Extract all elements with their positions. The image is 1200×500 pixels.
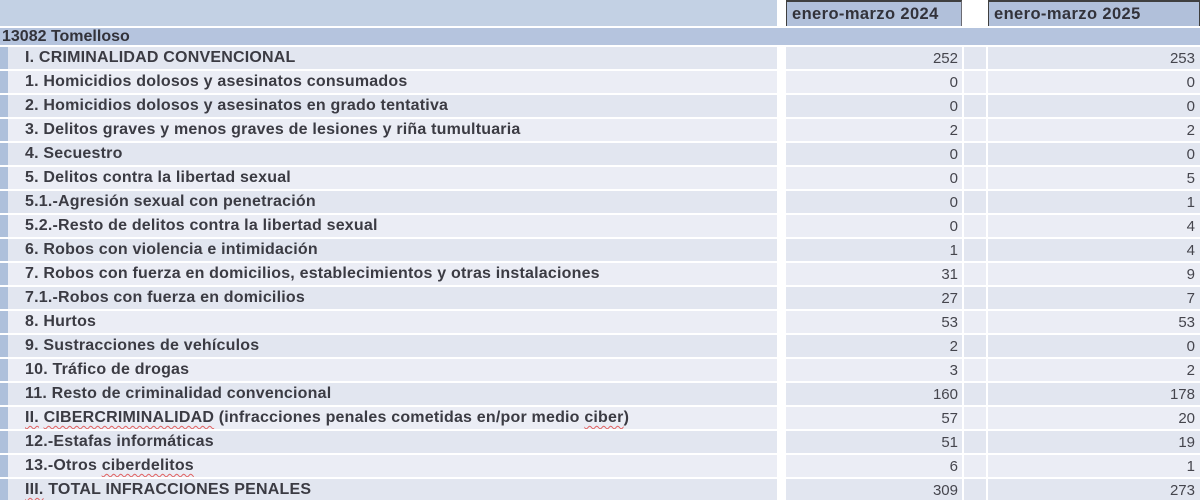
column-gutter bbox=[777, 191, 786, 213]
misspelled-text: ciberdelitos bbox=[101, 457, 194, 474]
row-label-cell[interactable] bbox=[8, 215, 777, 237]
value-cell-2024[interactable]: 51 bbox=[786, 431, 962, 453]
value-cell-2025[interactable]: 273 bbox=[988, 479, 1200, 500]
table-row bbox=[0, 47, 1200, 69]
value-cell-2024[interactable]: 160 bbox=[786, 383, 962, 405]
column-gutter bbox=[962, 95, 988, 117]
column-gutter bbox=[962, 239, 988, 261]
table-row bbox=[0, 311, 1200, 333]
column-gutter bbox=[777, 455, 786, 477]
row-label-cell[interactable] bbox=[8, 311, 777, 333]
column-gutter bbox=[962, 71, 988, 93]
table-row bbox=[0, 383, 1200, 405]
column-gutter bbox=[777, 143, 786, 165]
column-gutter bbox=[962, 407, 988, 429]
table-row bbox=[0, 263, 1200, 285]
row-left-strip bbox=[0, 95, 8, 117]
column-gutter bbox=[777, 0, 786, 26]
column-gutter bbox=[962, 359, 988, 381]
value-cell-2024[interactable]: 0 bbox=[786, 215, 962, 237]
table-row bbox=[0, 167, 1200, 189]
column-gutter bbox=[962, 479, 988, 500]
column-gutter bbox=[777, 119, 786, 141]
column-gutter bbox=[777, 311, 786, 333]
misspelled-text: CIBERCRIMINALIDAD bbox=[43, 409, 215, 426]
row-left-strip bbox=[0, 263, 8, 285]
value-cell-2025[interactable]: 4 bbox=[988, 215, 1200, 237]
table-row bbox=[0, 455, 1200, 477]
row-left-strip bbox=[0, 71, 8, 93]
column-gutter bbox=[777, 215, 786, 237]
row-label-cell[interactable] bbox=[8, 359, 777, 381]
table-row bbox=[0, 359, 1200, 381]
label-text: 1. Homicidios dolosos y asesinatos consumados bbox=[25, 73, 408, 90]
label-text: 8. Hurtos bbox=[25, 313, 97, 330]
column-gutter bbox=[777, 383, 786, 405]
value-cell-2025[interactable]: 178 bbox=[988, 383, 1200, 405]
corner-empty-cell[interactable] bbox=[0, 0, 777, 26]
value-cell-2025[interactable]: 253 bbox=[988, 47, 1200, 69]
label-text: 5.1.-Agresión sexual con penetración bbox=[25, 193, 316, 210]
value-cell-2025[interactable]: 9 bbox=[988, 263, 1200, 285]
column-gutter bbox=[962, 287, 988, 309]
table-row bbox=[0, 431, 1200, 453]
value-cell-2025[interactable]: 53 bbox=[988, 311, 1200, 333]
label-text: 6. Robos con violencia e intimidación bbox=[25, 241, 318, 258]
row-left-strip bbox=[0, 407, 8, 429]
row-label-cell[interactable] bbox=[8, 167, 777, 189]
value-cell-2024[interactable]: 3 bbox=[786, 359, 962, 381]
label-text: 11. Resto de criminalidad convencional bbox=[25, 385, 332, 402]
table-row bbox=[0, 479, 1200, 500]
column-gutter bbox=[777, 287, 786, 309]
value-cell-2024[interactable]: 309 bbox=[786, 479, 962, 500]
table-row bbox=[0, 95, 1200, 117]
column-gutter bbox=[962, 455, 988, 477]
table-row bbox=[0, 215, 1200, 237]
column-gutter bbox=[777, 263, 786, 285]
column-gutter bbox=[962, 0, 988, 26]
column-gutter bbox=[777, 431, 786, 453]
value-cell-2025[interactable]: 1 bbox=[988, 191, 1200, 213]
table-row bbox=[0, 143, 1200, 165]
column-gutter bbox=[962, 47, 988, 69]
table-row bbox=[0, 407, 1200, 429]
value-cell-2025[interactable]: 4 bbox=[988, 239, 1200, 261]
column-gutter bbox=[962, 311, 988, 333]
table-row bbox=[0, 71, 1200, 93]
column-gutter bbox=[777, 71, 786, 93]
label-text: 13.-Otros bbox=[25, 457, 102, 474]
label-text: 3. Delitos graves y menos graves de lesiones y riña tumultuaria bbox=[25, 121, 521, 138]
row-label-cell[interactable] bbox=[8, 71, 777, 93]
value-cell-2024[interactable]: 27 bbox=[786, 287, 962, 309]
row-left-strip bbox=[0, 287, 8, 309]
row-left-strip bbox=[0, 455, 8, 477]
value-cell-2025[interactable]: 1 bbox=[988, 455, 1200, 477]
column-gutter bbox=[777, 335, 786, 357]
table-row bbox=[0, 239, 1200, 261]
row-label-cell[interactable] bbox=[8, 335, 777, 357]
row-left-strip bbox=[0, 215, 8, 237]
label-text: 10. Tráfico de drogas bbox=[25, 361, 190, 378]
column-header-2025[interactable]: enero-marzo 2025 bbox=[988, 0, 1200, 26]
label-text: 9. Sustracciones de vehículos bbox=[25, 337, 260, 354]
row-label-cell[interactable] bbox=[8, 407, 777, 429]
column-header-2024[interactable]: enero-marzo 2024 bbox=[786, 0, 962, 26]
column-header-row bbox=[0, 0, 1200, 26]
row-left-strip bbox=[0, 431, 8, 453]
row-label-cell[interactable] bbox=[8, 455, 777, 477]
row-label-cell[interactable] bbox=[8, 431, 777, 453]
misspelled-text: ciber bbox=[584, 409, 624, 426]
row-label-cell[interactable] bbox=[8, 263, 777, 285]
row-label-cell[interactable] bbox=[8, 479, 777, 500]
column-gutter bbox=[777, 479, 786, 500]
municipality-label: 13082 Tomelloso bbox=[2, 27, 130, 45]
value-cell-2024[interactable]: 31 bbox=[786, 263, 962, 285]
value-cell-2024[interactable]: 2 bbox=[786, 119, 962, 141]
column-gutter bbox=[962, 119, 988, 141]
column-gutter bbox=[777, 167, 786, 189]
label-text: 5.2.-Resto de delitos contra la libertad sexual bbox=[25, 217, 378, 234]
column-gutter bbox=[962, 431, 988, 453]
row-label-cell[interactable] bbox=[8, 47, 777, 69]
value-cell-2025[interactable]: 19 bbox=[988, 431, 1200, 453]
value-cell-2024[interactable]: 6 bbox=[786, 455, 962, 477]
label-text: 12.-Estafas informáticas bbox=[25, 433, 214, 450]
row-label-cell[interactable] bbox=[8, 191, 777, 213]
label-text: ) bbox=[623, 409, 630, 426]
row-left-strip bbox=[0, 359, 8, 381]
column-gutter bbox=[777, 359, 786, 381]
row-label-cell[interactable] bbox=[8, 95, 777, 117]
row-left-strip bbox=[0, 191, 8, 213]
column-gutter bbox=[962, 335, 988, 357]
value-cell-2025[interactable]: 5 bbox=[988, 167, 1200, 189]
row-label-cell[interactable] bbox=[8, 287, 777, 309]
misspelled-text: III. bbox=[25, 481, 44, 498]
label-text: 5. Delitos contra la libertad sexual bbox=[25, 169, 291, 186]
table-row bbox=[0, 119, 1200, 141]
value-cell-2024[interactable]: 0 bbox=[786, 167, 962, 189]
column-gutter bbox=[962, 215, 988, 237]
column-gutter bbox=[777, 407, 786, 429]
table-row bbox=[0, 287, 1200, 309]
value-cell-2024[interactable]: 1 bbox=[786, 239, 962, 261]
row-left-strip bbox=[0, 383, 8, 405]
row-label-cell[interactable] bbox=[8, 383, 777, 405]
column-gutter bbox=[962, 263, 988, 285]
column-gutter bbox=[962, 143, 988, 165]
table-body bbox=[0, 47, 1200, 500]
table-row bbox=[0, 191, 1200, 213]
row-left-strip bbox=[0, 167, 8, 189]
value-cell-2025[interactable]: 7 bbox=[988, 287, 1200, 309]
value-cell-2024[interactable]: 53 bbox=[786, 311, 962, 333]
row-left-strip bbox=[0, 335, 8, 357]
row-label-cell[interactable] bbox=[8, 239, 777, 261]
value-cell-2024[interactable]: 0 bbox=[786, 143, 962, 165]
row-left-strip bbox=[0, 119, 8, 141]
value-cell-2024[interactable]: 57 bbox=[786, 407, 962, 429]
column-gutter bbox=[962, 191, 988, 213]
value-cell-2024[interactable]: 0 bbox=[786, 95, 962, 117]
value-cell-2025[interactable]: 2 bbox=[988, 359, 1200, 381]
misspelled-text: II. bbox=[25, 409, 39, 426]
value-cell-2025[interactable]: 0 bbox=[988, 143, 1200, 165]
value-cell-2025[interactable]: 2 bbox=[988, 119, 1200, 141]
column-gutter bbox=[777, 95, 786, 117]
table-row bbox=[0, 335, 1200, 357]
label-text: TOTAL INFRACCIONES PENALES bbox=[43, 481, 312, 498]
label-text: (infracciones penales cometidas en/por medio bbox=[214, 409, 585, 426]
label-text: 7. Robos con fuerza en domicilios, establecimientos y otras instalaciones bbox=[25, 265, 600, 282]
value-cell-2025[interactable]: 0 bbox=[988, 335, 1200, 357]
column-gutter bbox=[777, 239, 786, 261]
row-left-strip bbox=[0, 311, 8, 333]
row-left-strip bbox=[0, 143, 8, 165]
row-label-cell[interactable] bbox=[8, 143, 777, 165]
label-text: I. CRIMINALIDAD CONVENCIONAL bbox=[25, 49, 296, 66]
column-gutter bbox=[962, 383, 988, 405]
row-label-cell[interactable] bbox=[8, 119, 777, 141]
row-left-strip bbox=[0, 47, 8, 69]
value-cell-2025[interactable]: 0 bbox=[988, 71, 1200, 93]
value-cell-2024[interactable]: 2 bbox=[786, 335, 962, 357]
value-cell-2025[interactable]: 20 bbox=[988, 407, 1200, 429]
row-left-strip bbox=[0, 479, 8, 500]
value-cell-2024[interactable]: 0 bbox=[786, 191, 962, 213]
label-text: 7.1.-Robos con fuerza en domicilios bbox=[25, 289, 305, 306]
column-gutter bbox=[962, 167, 988, 189]
label-text: 4. Secuestro bbox=[25, 145, 123, 162]
column-gutter bbox=[777, 47, 786, 69]
value-cell-2024[interactable]: 0 bbox=[786, 71, 962, 93]
row-left-strip bbox=[0, 239, 8, 261]
value-cell-2025[interactable]: 0 bbox=[988, 95, 1200, 117]
label-text: 2. Homicidios dolosos y asesinatos en grado tentativa bbox=[25, 97, 449, 114]
municipality-row[interactable] bbox=[0, 28, 1200, 45]
value-cell-2024[interactable]: 252 bbox=[786, 47, 962, 69]
